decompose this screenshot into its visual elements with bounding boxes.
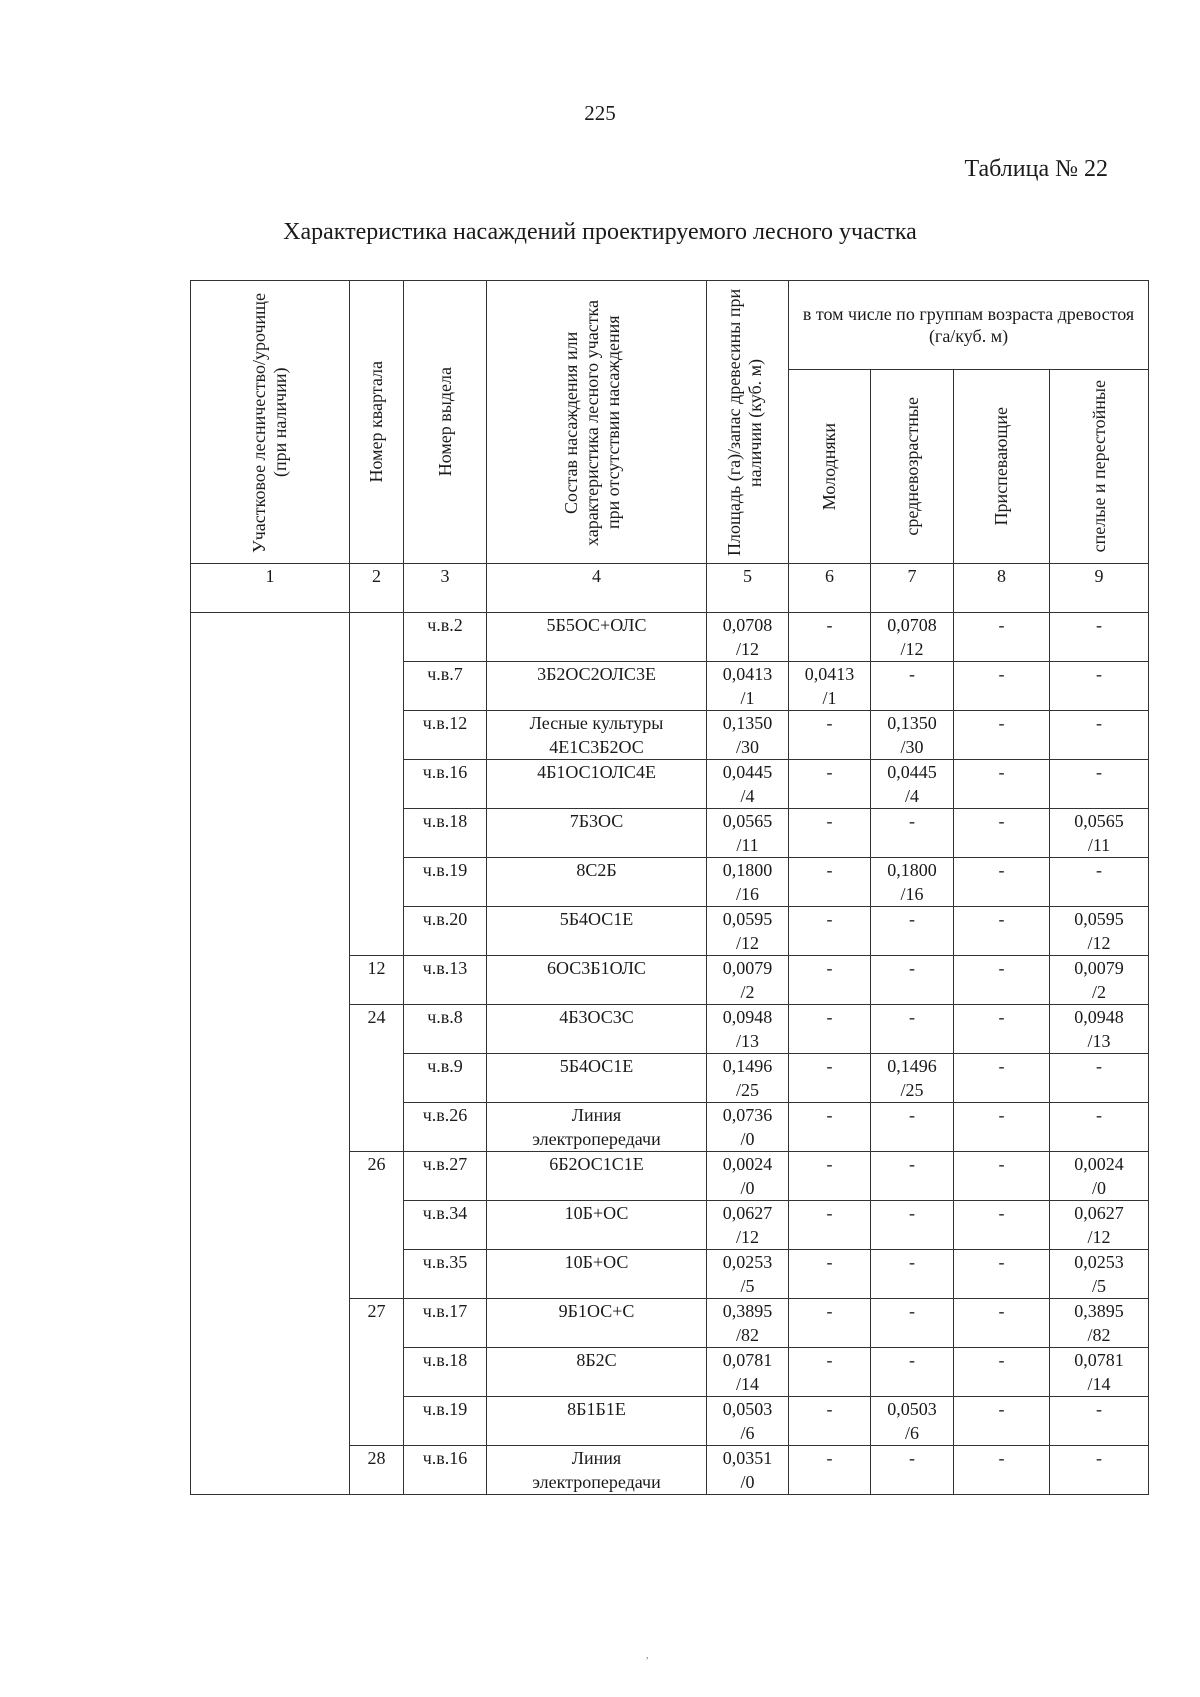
maturing-cell: - <box>954 1103 1050 1152</box>
composition-cell: 5Б4ОС1Е <box>487 907 707 956</box>
header-mature: спелые и перестойные <box>1050 370 1149 564</box>
allotment-cell: ч.в.19 <box>404 858 487 907</box>
column-number: 5 <box>707 564 789 613</box>
allotment-cell: ч.в.35 <box>404 1250 487 1299</box>
area-cell: 0,0503 /6 <box>707 1397 789 1446</box>
scan-mark: , <box>646 1650 649 1661</box>
quarter-cell: 26 <box>350 1152 404 1299</box>
quarter-cell: 28 <box>350 1446 404 1495</box>
mature-cell: - <box>1050 1446 1149 1495</box>
composition-cell: 4Б3ОС3С <box>487 1005 707 1054</box>
maturing-cell: - <box>954 956 1050 1005</box>
composition-cell: 8Б2С <box>487 1348 707 1397</box>
middle-aged-cell: - <box>871 1152 954 1201</box>
middle-aged-cell: - <box>871 956 954 1005</box>
allotment-cell: ч.в.7 <box>404 662 487 711</box>
header-composition: Состав насаждения или характеристика лесного участка при отсутствии насаждения <box>487 281 707 564</box>
area-cell: 0,0253 /5 <box>707 1250 789 1299</box>
young-cell: - <box>789 1250 871 1299</box>
area-cell: 0,0024 /0 <box>707 1152 789 1201</box>
composition-cell: Линия электропередачи <box>487 1446 707 1495</box>
middle-aged-cell: - <box>871 1446 954 1495</box>
document-title: Характеристика насаждений проектируемого лесного участка <box>283 219 917 245</box>
allotment-cell: ч.в.18 <box>404 1348 487 1397</box>
middle-aged-cell: - <box>871 1201 954 1250</box>
allotment-cell: ч.в.17 <box>404 1299 487 1348</box>
young-cell: - <box>789 1005 871 1054</box>
composition-cell: Линия электропередачи <box>487 1103 707 1152</box>
composition-cell: 10Б+ОС <box>487 1201 707 1250</box>
middle-aged-cell: 0,0708 /12 <box>871 613 954 662</box>
young-cell: 0,0413 /1 <box>789 662 871 711</box>
mature-cell: 0,0627 /12 <box>1050 1201 1149 1250</box>
area-cell: 0,0948 /13 <box>707 1005 789 1054</box>
column-number: 3 <box>404 564 487 613</box>
middle-aged-cell: - <box>871 907 954 956</box>
column-number: 7 <box>871 564 954 613</box>
mature-cell: - <box>1050 613 1149 662</box>
composition-cell: 8Б1Б1Е <box>487 1397 707 1446</box>
column-number: 1 <box>191 564 350 613</box>
maturing-cell: - <box>954 613 1050 662</box>
middle-aged-cell: - <box>871 1103 954 1152</box>
maturing-cell: - <box>954 760 1050 809</box>
header-age-groups: в том числе по группам возраста древостоя (га/куб. м) <box>789 281 1149 370</box>
area-cell: 0,0079 /2 <box>707 956 789 1005</box>
young-cell: - <box>789 1446 871 1495</box>
column-number: 8 <box>954 564 1050 613</box>
maturing-cell: - <box>954 662 1050 711</box>
middle-aged-cell: - <box>871 1348 954 1397</box>
page-number: 225 <box>584 101 616 125</box>
area-cell: 0,0413 /1 <box>707 662 789 711</box>
young-cell: - <box>789 809 871 858</box>
quarter-cell: 27 <box>350 1299 404 1446</box>
composition-cell: 7Б3ОС <box>487 809 707 858</box>
young-cell: - <box>789 760 871 809</box>
composition-cell: 10Б+ОС <box>487 1250 707 1299</box>
composition-cell: 6Б2ОС1С1Е <box>487 1152 707 1201</box>
header-maturing: Приспевающие <box>954 370 1050 564</box>
maturing-cell: - <box>954 1397 1050 1446</box>
maturing-cell: - <box>954 1348 1050 1397</box>
young-cell: - <box>789 711 871 760</box>
middle-aged-cell: 0,1350 /30 <box>871 711 954 760</box>
allotment-cell: ч.в.16 <box>404 760 487 809</box>
mature-cell: 0,0595 /12 <box>1050 907 1149 956</box>
allotment-cell: ч.в.13 <box>404 956 487 1005</box>
composition-cell: 5Б5ОС+ОЛС <box>487 613 707 662</box>
mature-cell: 0,0565 /11 <box>1050 809 1149 858</box>
area-cell: 0,0351 /0 <box>707 1446 789 1495</box>
mature-cell: - <box>1050 858 1149 907</box>
maturing-cell: - <box>954 1005 1050 1054</box>
quarter-cell: 12 <box>350 956 404 1005</box>
young-cell: - <box>789 1397 871 1446</box>
column-number: 2 <box>350 564 404 613</box>
header-quarter: Номер квартала <box>350 281 404 564</box>
area-cell: 0,0445 /4 <box>707 760 789 809</box>
young-cell: - <box>789 1054 871 1103</box>
area-cell: 0,1800 /16 <box>707 858 789 907</box>
allotment-cell: ч.в.20 <box>404 907 487 956</box>
allotment-cell: ч.в.26 <box>404 1103 487 1152</box>
column-number: 4 <box>487 564 707 613</box>
young-cell: - <box>789 956 871 1005</box>
young-cell: - <box>789 1299 871 1348</box>
allotment-cell: ч.в.18 <box>404 809 487 858</box>
middle-aged-cell: - <box>871 1299 954 1348</box>
area-cell: 0,1350 /30 <box>707 711 789 760</box>
young-cell: - <box>789 613 871 662</box>
composition-cell: 9Б1ОС+С <box>487 1299 707 1348</box>
maturing-cell: - <box>954 1152 1050 1201</box>
header-area: Площадь (га)/запас древесины при наличии (куб. м) <box>707 281 789 564</box>
table-body <box>191 613 1149 1495</box>
allotment-cell: ч.в.27 <box>404 1152 487 1201</box>
mature-cell: - <box>1050 1397 1149 1446</box>
header-middle-aged: средневозрастные <box>871 370 954 564</box>
composition-cell: 3Б2ОС2ОЛС3Е <box>487 662 707 711</box>
composition-cell: 6ОС3Б1ОЛС <box>487 956 707 1005</box>
maturing-cell: - <box>954 1250 1050 1299</box>
young-cell: - <box>789 858 871 907</box>
allotment-cell: ч.в.9 <box>404 1054 487 1103</box>
forestry-cell <box>191 613 350 1495</box>
composition-cell: 8С2Б <box>487 858 707 907</box>
mature-cell: - <box>1050 662 1149 711</box>
maturing-cell: - <box>954 809 1050 858</box>
table-row <box>191 613 1149 662</box>
middle-aged-cell: 0,0503 /6 <box>871 1397 954 1446</box>
header-forestry: Участковое лесничество/урочище (при наличии) <box>191 281 350 564</box>
mature-cell: - <box>1050 1103 1149 1152</box>
mature-cell: - <box>1050 711 1149 760</box>
middle-aged-cell: - <box>871 662 954 711</box>
area-cell: 0,0595 /12 <box>707 907 789 956</box>
allotment-cell: ч.в.34 <box>404 1201 487 1250</box>
composition-cell: 4Б1ОС1ОЛС4Е <box>487 760 707 809</box>
column-number: 6 <box>789 564 871 613</box>
quarter-cell <box>350 613 404 956</box>
forest-stands-table <box>190 280 1149 1495</box>
middle-aged-cell: - <box>871 1250 954 1299</box>
composition-cell: Лесные культуры 4Е1С3Б2ОС <box>487 711 707 760</box>
area-cell: 0,3895 /82 <box>707 1299 789 1348</box>
mature-cell: - <box>1050 760 1149 809</box>
young-cell: - <box>789 1201 871 1250</box>
young-cell: - <box>789 1103 871 1152</box>
maturing-cell: - <box>954 711 1050 760</box>
maturing-cell: - <box>954 1299 1050 1348</box>
middle-aged-cell: 0,1496 /25 <box>871 1054 954 1103</box>
allotment-cell: ч.в.12 <box>404 711 487 760</box>
mature-cell: 0,0253 /5 <box>1050 1250 1149 1299</box>
mature-cell: 0,0781 /14 <box>1050 1348 1149 1397</box>
middle-aged-cell: - <box>871 1005 954 1054</box>
mature-cell: 0,0024 /0 <box>1050 1152 1149 1201</box>
header-allotment: Номер выдела <box>404 281 487 564</box>
middle-aged-cell: - <box>871 809 954 858</box>
middle-aged-cell: 0,1800 /16 <box>871 858 954 907</box>
column-number-row <box>191 564 1149 613</box>
column-number: 9 <box>1050 564 1149 613</box>
young-cell: - <box>789 1152 871 1201</box>
quarter-cell: 24 <box>350 1005 404 1152</box>
area-cell: 0,0781 /14 <box>707 1348 789 1397</box>
area-cell: 0,1496 /25 <box>707 1054 789 1103</box>
maturing-cell: - <box>954 858 1050 907</box>
table-number: Таблица № 22 <box>964 156 1108 182</box>
mature-cell: 0,3895 /82 <box>1050 1299 1149 1348</box>
allotment-cell: ч.в.16 <box>404 1446 487 1495</box>
area-cell: 0,0627 /12 <box>707 1201 789 1250</box>
composition-cell: 5Б4ОС1Е <box>487 1054 707 1103</box>
maturing-cell: - <box>954 1201 1050 1250</box>
area-cell: 0,0565 /11 <box>707 809 789 858</box>
maturing-cell: - <box>954 1054 1050 1103</box>
mature-cell: 0,0948 /13 <box>1050 1005 1149 1054</box>
young-cell: - <box>789 1348 871 1397</box>
maturing-cell: - <box>954 1446 1050 1495</box>
middle-aged-cell: 0,0445 /4 <box>871 760 954 809</box>
header-young: Молодняки <box>789 370 871 564</box>
area-cell: 0,0708 /12 <box>707 613 789 662</box>
maturing-cell: - <box>954 907 1050 956</box>
allotment-cell: ч.в.19 <box>404 1397 487 1446</box>
allotment-cell: ч.в.8 <box>404 1005 487 1054</box>
young-cell: - <box>789 907 871 956</box>
allotment-cell: ч.в.2 <box>404 613 487 662</box>
mature-cell: - <box>1050 1054 1149 1103</box>
area-cell: 0,0736 /0 <box>707 1103 789 1152</box>
mature-cell: 0,0079 /2 <box>1050 956 1149 1005</box>
